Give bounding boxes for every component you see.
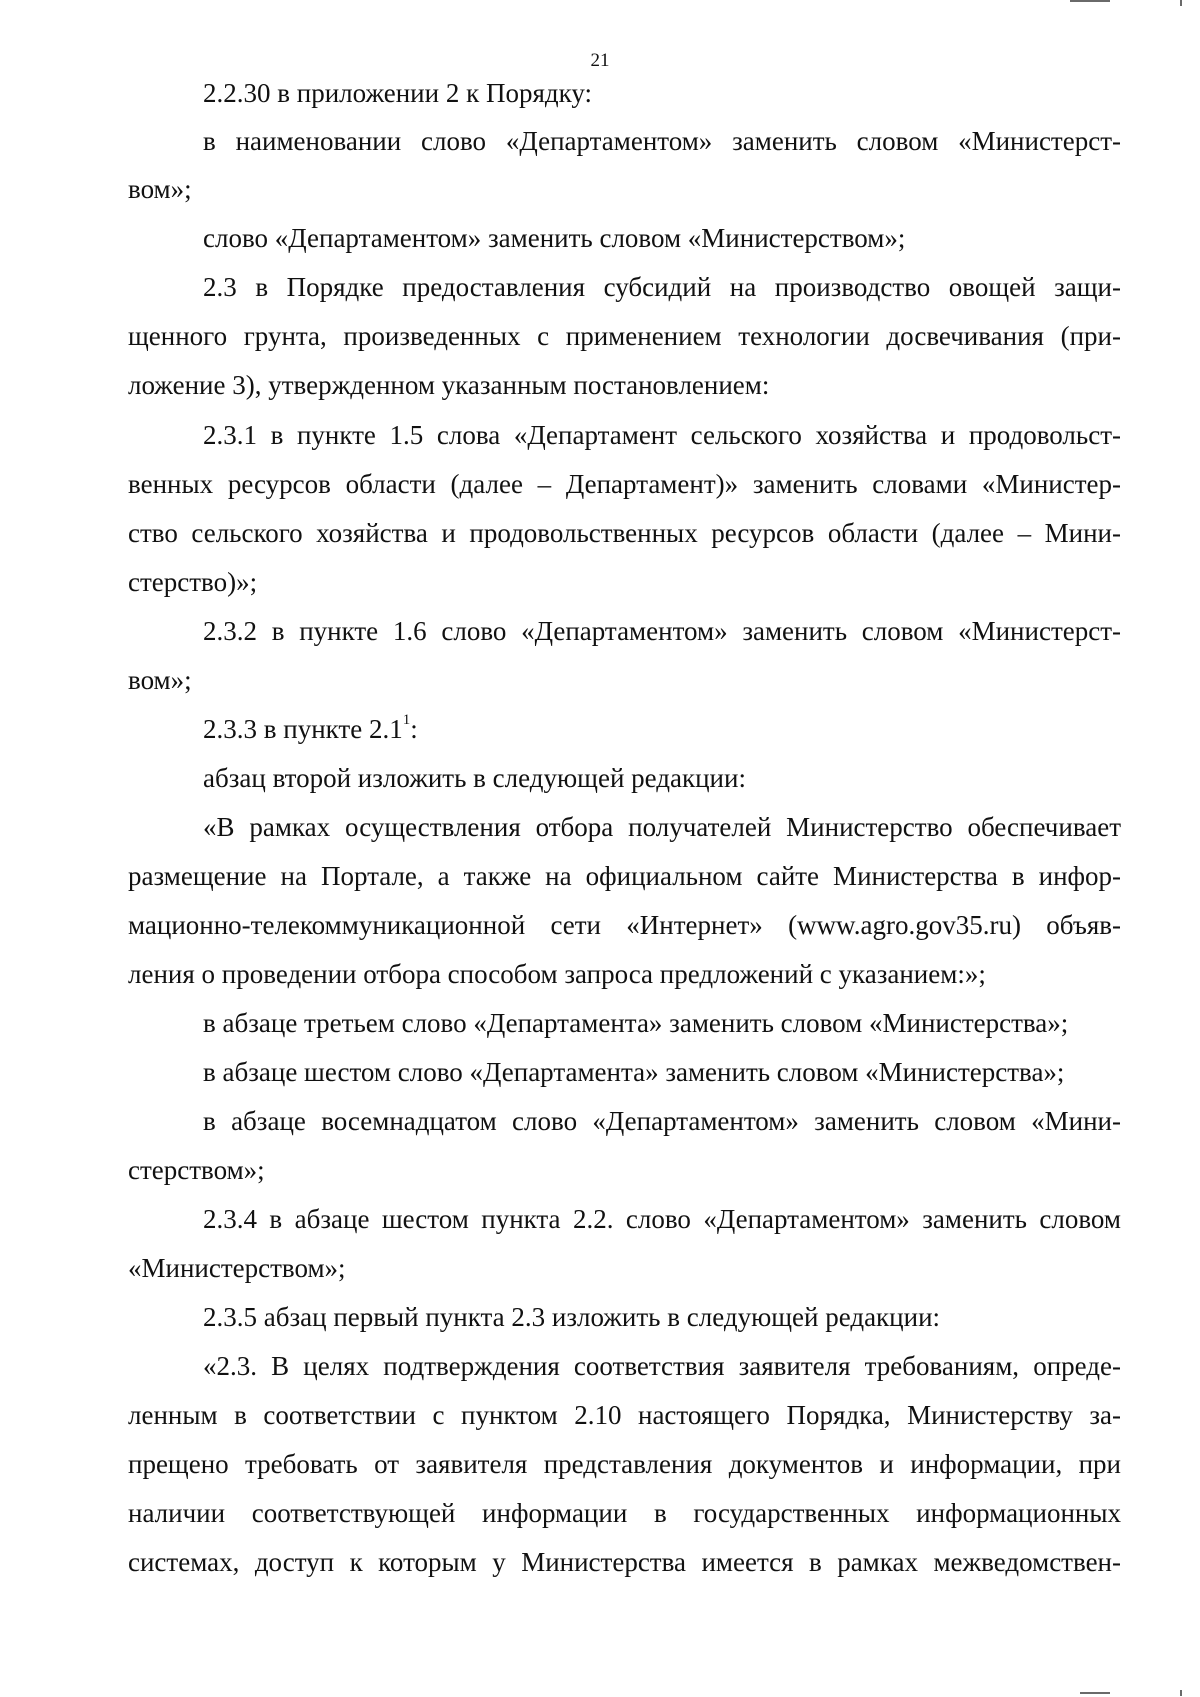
text-line: ления о проведении отбора способом запроса предложений с указанием:»; [128, 959, 986, 989]
scan-mark [1080, 1692, 1110, 1694]
text-line: прещено требовать от заявителя представления документов и информации, при [128, 1449, 1121, 1479]
text-line: вом»; [128, 174, 192, 204]
text-fragment: : [410, 714, 418, 744]
text-line: вом»; [128, 665, 192, 695]
text-line: 2.3.5 абзац первый пункта 2.3 изложить в следующей редакции: [203, 1302, 941, 1332]
text-line: в абзаце восемнадцатом слово «Департаментом» заменить словом «Мини- [203, 1106, 1121, 1136]
text-line: 2.3.4 в абзаце шестом пункта 2.2. слово «Департаментом» заменить словом [203, 1204, 1121, 1234]
text-line: стерство)»; [128, 567, 258, 597]
text-line: 2.3.2 в пункте 1.6 слово «Департаментом» заменить словом «Министерст- [203, 616, 1121, 646]
text-line: слово «Департаментом» заменить словом «Министерством»; [203, 223, 906, 253]
text-line: ленным в соответствии с пунктом 2.10 настоящего Порядка, Министерству за- [128, 1400, 1121, 1430]
text-line: в абзаце шестом слово «Департамента» заменить словом «Министерства»; [203, 1057, 1065, 1087]
text-line: системах, доступ к которым у Министерства имеется в рамках межведомствен- [128, 1547, 1121, 1577]
superscript: 1 [402, 712, 411, 728]
text-line: мационно-телекоммуникационной сети «Интернет» (www.agro.gov35.ru) объяв- [128, 910, 1121, 940]
text-line: наличии соответствующей информации в государственных информационных [128, 1498, 1121, 1528]
text-line: 2.3.1 в пункте 1.5 слова «Департамент сельского хозяйства и продовольст- [203, 420, 1121, 450]
scan-mark [1070, 0, 1110, 2]
text-line: ство сельского хозяйства и продовольственных ресурсов области (далее – Мини- [128, 518, 1121, 548]
text-line: 2.3 в Порядке предоставления субсидий на производство овощей защи- [203, 272, 1121, 302]
text-line: «Министерством»; [128, 1253, 346, 1283]
text-fragment: 2.3.3 в пункте 2.1 [203, 714, 403, 744]
text-line: в абзаце третьем слово «Департамента» заменить словом «Министерства»; [203, 1008, 1069, 1038]
text-line: размещение на Портале, а также на официальном сайте Министерства в инфор- [128, 861, 1121, 891]
scan-mark [1180, 1690, 1182, 1696]
text-line: стерством»; [128, 1155, 265, 1185]
text-line: «2.3. В целях подтверждения соответствия заявителя требованиям, опреде- [203, 1351, 1121, 1381]
scan-mark [1180, 0, 1182, 6]
text-line: венных ресурсов области (далее – Департамент)» заменить словами «Министер- [128, 469, 1121, 499]
text-line: в наименовании слово «Департаментом» заменить словом «Министерст- [203, 126, 1121, 156]
text-line: щенного грунта, произведенных с применением технологии досвечивания (при- [128, 321, 1121, 351]
page-number: 21 [590, 50, 610, 71]
text-line: ложение 3), утвержденном указанным постановлением: [128, 370, 770, 400]
text-line-with-superscript [203, 714, 418, 745]
text-line: «В рамках осуществления отбора получателей Министерство обеспечивает [203, 812, 1121, 842]
text-line: 2.2.30 в приложении 2 к Порядку: [203, 78, 592, 108]
text-line: абзац второй изложить в следующей редакции: [203, 763, 746, 793]
